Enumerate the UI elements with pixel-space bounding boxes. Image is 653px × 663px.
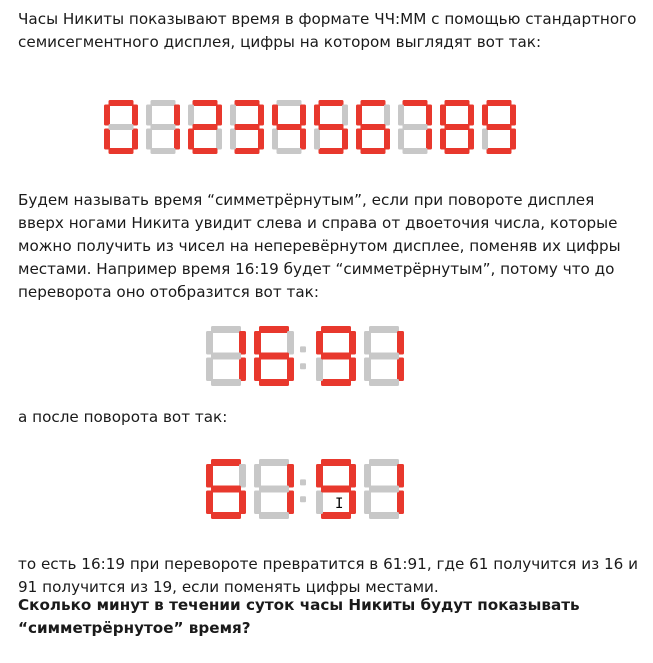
segment-e bbox=[206, 491, 213, 515]
segment-e bbox=[316, 491, 323, 515]
segment-c bbox=[349, 491, 356, 515]
definition-text: Будем называть время “симметрёрнутым”, если при повороте дисплея вверх ногами Никита увидит слева и справа от двоеточия числа, которые можно получить из чисел на неперевёрнутом дисплее, поменяв их цифры местами. Например время 16:19 будет “симметрёрнутым”, потому что до переворота оно отобразится вот так: bbox=[18, 191, 621, 301]
segment-g bbox=[403, 124, 428, 130]
segment-e bbox=[104, 129, 110, 150]
segment-g bbox=[151, 124, 176, 130]
segment-g bbox=[487, 124, 512, 130]
segment-f bbox=[230, 105, 236, 126]
segment-d bbox=[445, 148, 470, 154]
segment-a bbox=[369, 326, 399, 333]
segment-f bbox=[206, 464, 213, 488]
segment-a bbox=[259, 459, 289, 466]
digit-8 bbox=[440, 100, 474, 154]
segment-d bbox=[487, 148, 512, 154]
segment-e bbox=[440, 129, 446, 150]
segment-c bbox=[468, 129, 474, 150]
segment-c bbox=[426, 129, 432, 150]
segment-d bbox=[321, 379, 351, 386]
intro-text: Часы Никиты показывают время в формате ЧЧ:ММ с помощью стандартного семисегментного дисплея, цифры на котором выглядят вот так: bbox=[18, 10, 637, 51]
before-colon-dot-1 bbox=[300, 346, 306, 352]
digit-5 bbox=[314, 100, 348, 154]
segment-b bbox=[216, 105, 222, 126]
segment-f bbox=[440, 105, 446, 126]
after-colon-dot-2 bbox=[300, 496, 306, 502]
segment-d bbox=[109, 148, 134, 154]
segment-b bbox=[342, 105, 348, 126]
segment-a bbox=[259, 326, 289, 333]
segment-g bbox=[211, 486, 241, 493]
digit-1 bbox=[146, 100, 180, 154]
segment-f bbox=[206, 331, 213, 355]
segment-c bbox=[342, 129, 348, 150]
segment-e bbox=[254, 358, 261, 382]
segment-b bbox=[397, 464, 404, 488]
segment-e bbox=[364, 491, 371, 515]
segment-d bbox=[361, 148, 386, 154]
segment-d bbox=[211, 512, 241, 519]
segment-c bbox=[287, 491, 294, 515]
segment-a bbox=[321, 326, 351, 333]
segment-e bbox=[272, 129, 278, 150]
segment-g bbox=[361, 124, 386, 130]
digits-display bbox=[100, 96, 530, 158]
segment-a bbox=[193, 100, 218, 106]
segment-d bbox=[211, 379, 241, 386]
segment-g bbox=[277, 124, 302, 130]
digit-9 bbox=[482, 100, 516, 154]
segment-e bbox=[364, 358, 371, 382]
segment-g bbox=[319, 124, 344, 130]
segment-e bbox=[230, 129, 236, 150]
segment-b bbox=[349, 331, 356, 355]
before-digit-3 bbox=[316, 326, 356, 386]
segment-a bbox=[361, 100, 386, 106]
segment-b bbox=[287, 331, 294, 355]
digit-2 bbox=[188, 100, 222, 154]
digit-0 bbox=[104, 100, 138, 154]
segment-c bbox=[397, 358, 404, 382]
segment-b bbox=[510, 105, 516, 126]
segment-g bbox=[211, 353, 241, 360]
segment-a bbox=[211, 459, 241, 466]
segment-a bbox=[109, 100, 134, 106]
segment-f bbox=[482, 105, 488, 126]
segment-c bbox=[258, 129, 264, 150]
segment-b bbox=[239, 331, 246, 355]
after-colon-dot-1 bbox=[300, 479, 306, 485]
before-digit-1 bbox=[206, 326, 246, 386]
segment-d bbox=[321, 512, 351, 519]
after-digit-1 bbox=[206, 459, 246, 519]
before-digit-2 bbox=[254, 326, 294, 386]
segment-d bbox=[151, 148, 176, 154]
segment-f bbox=[104, 105, 110, 126]
segment-d bbox=[369, 379, 399, 386]
segment-a bbox=[319, 100, 344, 106]
after-digit-2 bbox=[254, 459, 294, 519]
segment-c bbox=[384, 129, 390, 150]
segment-f bbox=[316, 464, 323, 488]
segment-a bbox=[211, 326, 241, 333]
digit-6 bbox=[356, 100, 390, 154]
segment-d bbox=[369, 512, 399, 519]
before-colon-dot-2 bbox=[300, 363, 306, 369]
segment-a bbox=[445, 100, 470, 106]
segment-a bbox=[403, 100, 428, 106]
digit-4 bbox=[272, 100, 306, 154]
segment-c bbox=[397, 491, 404, 515]
after-digit-4 bbox=[364, 459, 404, 519]
segment-d bbox=[259, 512, 289, 519]
segment-g bbox=[321, 353, 351, 360]
segment-c bbox=[510, 129, 516, 150]
segment-g bbox=[321, 486, 351, 493]
segment-b bbox=[258, 105, 264, 126]
segment-c bbox=[174, 129, 180, 150]
segment-g bbox=[193, 124, 218, 130]
segment-c bbox=[349, 358, 356, 382]
segment-e bbox=[314, 129, 320, 150]
segment-f bbox=[364, 464, 371, 488]
segment-f bbox=[254, 331, 261, 355]
segment-c bbox=[239, 358, 246, 382]
segment-e bbox=[146, 129, 152, 150]
segment-f bbox=[254, 464, 261, 488]
segment-e bbox=[356, 129, 362, 150]
segment-c bbox=[132, 129, 138, 150]
text-cursor-icon: I bbox=[335, 496, 344, 512]
time-display-before-rotation bbox=[204, 322, 419, 390]
segment-g bbox=[445, 124, 470, 130]
segment-d bbox=[403, 148, 428, 154]
segment-a bbox=[235, 100, 260, 106]
before-digit-4 bbox=[364, 326, 404, 386]
segment-d bbox=[193, 148, 218, 154]
segment-g bbox=[235, 124, 260, 130]
segment-f bbox=[398, 105, 404, 126]
segment-c bbox=[239, 491, 246, 515]
segment-b bbox=[132, 105, 138, 126]
segment-a bbox=[277, 100, 302, 106]
segment-d bbox=[235, 148, 260, 154]
digit-7 bbox=[398, 100, 432, 154]
question-text: Сколько минут в течении суток часы Никиты будут показывать “симметрёрнутое” время? bbox=[18, 596, 580, 637]
segment-e bbox=[316, 358, 323, 382]
segment-e bbox=[188, 129, 194, 150]
segment-d bbox=[259, 379, 289, 386]
segment-b bbox=[174, 105, 180, 126]
digit-3 bbox=[230, 100, 264, 154]
segment-b bbox=[349, 464, 356, 488]
segment-f bbox=[356, 105, 362, 126]
segment-b bbox=[426, 105, 432, 126]
segment-b bbox=[300, 105, 306, 126]
segment-f bbox=[314, 105, 320, 126]
segment-c bbox=[287, 358, 294, 382]
segment-e bbox=[206, 358, 213, 382]
segment-a bbox=[487, 100, 512, 106]
segment-b bbox=[384, 105, 390, 126]
segment-e bbox=[398, 129, 404, 150]
explanation-text: то есть 16:19 при перевороте превратится в 61:91, где 61 получится из 16 и 91 получится из 19, если поменять цифры местами. bbox=[18, 555, 639, 596]
after-rotation-text: а после поворота вот так: bbox=[18, 408, 228, 426]
segment-e bbox=[254, 491, 261, 515]
segment-a bbox=[151, 100, 176, 106]
segment-c bbox=[216, 129, 222, 150]
segment-e bbox=[482, 129, 488, 150]
segment-a bbox=[321, 459, 351, 466]
segment-d bbox=[319, 148, 344, 154]
segment-g bbox=[369, 486, 399, 493]
segment-g bbox=[259, 486, 289, 493]
segment-f bbox=[316, 331, 323, 355]
segment-c bbox=[300, 129, 306, 150]
segment-b bbox=[287, 464, 294, 488]
segment-g bbox=[369, 353, 399, 360]
segment-g bbox=[259, 353, 289, 360]
segment-b bbox=[468, 105, 474, 126]
time-display-after-rotation bbox=[204, 455, 419, 523]
segment-d bbox=[277, 148, 302, 154]
segment-a bbox=[369, 459, 399, 466]
segment-f bbox=[364, 331, 371, 355]
segment-f bbox=[272, 105, 278, 126]
segment-g bbox=[109, 124, 134, 130]
segment-f bbox=[188, 105, 194, 126]
segment-b bbox=[239, 464, 246, 488]
segment-b bbox=[397, 331, 404, 355]
segment-f bbox=[146, 105, 152, 126]
